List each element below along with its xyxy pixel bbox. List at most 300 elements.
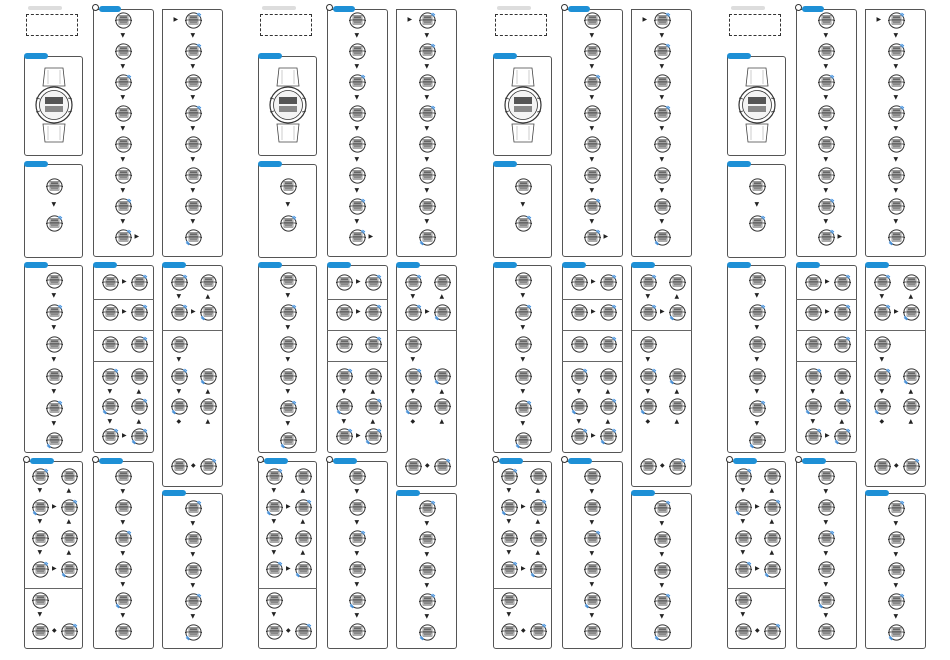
watch-display-icon [584, 592, 601, 609]
arrow-right-icon: ▶ [425, 308, 430, 315]
watch-display-icon [530, 499, 547, 516]
arrow-right-icon: ▶ [521, 565, 526, 572]
arrow-down-icon: ▼ [893, 155, 899, 163]
watch-display-icon [349, 198, 366, 215]
instruction-panel [493, 461, 552, 649]
watch-display-icon [349, 12, 366, 29]
arrow-down-icon: ▼ [424, 612, 430, 620]
watch-display-icon [571, 368, 588, 385]
arrow-down-icon: ▼ [589, 487, 595, 495]
arrow-up-icon: ▲ [769, 549, 775, 556]
watch-display-icon [336, 336, 353, 353]
watch-display-icon [102, 428, 119, 445]
watch-display-icon [654, 105, 671, 122]
arrow-right-icon: ▶ [591, 278, 596, 285]
watch-display-icon [749, 400, 766, 417]
watch-display-icon [888, 593, 905, 610]
watch-display-icon [102, 398, 119, 415]
watch-display-icon [805, 398, 822, 415]
watch-display-icon [32, 561, 49, 578]
watch-display-icon [171, 458, 188, 475]
watch-display-icon [515, 215, 532, 232]
watch-display-icon [266, 468, 283, 485]
panel-tab [865, 262, 889, 268]
watch-display-icon [131, 304, 148, 321]
watch-display-icon [818, 229, 835, 246]
watch-display-icon [295, 468, 312, 485]
arrow-right-icon: ▶ [407, 16, 413, 23]
arrow-down-icon: ▼ [190, 93, 196, 101]
watch-display-icon [834, 368, 851, 385]
watch-display-icon [46, 400, 63, 417]
watch-display-icon [349, 468, 366, 485]
watch-display-icon [349, 499, 366, 516]
panel-tab [258, 161, 282, 167]
panel-tab [93, 262, 117, 268]
watch-display-icon [280, 400, 297, 417]
panel-ring-icon [561, 4, 568, 11]
watch-display-icon [115, 167, 132, 184]
watch-display-icon [365, 274, 382, 291]
arrow-down-icon: ▼ [51, 292, 57, 299]
watch-display-icon [419, 105, 436, 122]
arrow-up-icon: ▲ [66, 549, 72, 556]
watch-display-icon [115, 136, 132, 153]
watch-display-icon [834, 274, 851, 291]
watch-display-icon [46, 304, 63, 321]
arrow-down-icon: ▼ [424, 550, 430, 558]
watch-display-icon [32, 623, 49, 640]
watch-display-icon [764, 530, 781, 547]
arrow-down-icon: ▼ [190, 186, 196, 194]
panel-divider [327, 361, 388, 362]
arrow-down-icon: ▼ [120, 611, 126, 619]
panel-tab [562, 262, 586, 268]
panel-tab [733, 458, 757, 464]
watch-display-icon [571, 336, 588, 353]
arrow-down-icon: ▼ [120, 62, 126, 70]
arrow-down-icon: ▼ [823, 62, 829, 70]
watch-display-icon [888, 12, 905, 29]
watch-display-icon [349, 74, 366, 91]
arrow-down-icon: ▼ [424, 93, 430, 101]
arrow-up-icon: ▲ [66, 518, 72, 525]
arrow-down-icon: ▼ [893, 31, 899, 39]
watch-display-icon [584, 105, 601, 122]
arrow-right-icon: ▶ [837, 233, 843, 240]
panel-tab [327, 262, 351, 268]
watch-display-icon [171, 368, 188, 385]
watch-display-icon [115, 623, 132, 640]
manual-column-group [234, 0, 469, 660]
watch-display-icon [888, 624, 905, 641]
watch-display-icon [280, 272, 297, 289]
watch-display-icon [365, 368, 382, 385]
watch-display-icon [764, 499, 781, 516]
watch-display-icon [735, 592, 752, 609]
arrow-down-icon: ▼ [410, 388, 416, 395]
arrow-right-icon: ▶ [521, 503, 526, 510]
manual-column-group [469, 0, 704, 660]
watch-display-icon [515, 432, 532, 449]
arrow-down-icon: ▼ [893, 186, 899, 194]
panel-divider [327, 299, 388, 300]
watch-display-icon [818, 623, 835, 640]
watch-display-icon [266, 561, 283, 578]
arrow-right-icon: ▶ [755, 565, 760, 572]
double-arrow-icon: ◆ [879, 418, 885, 425]
watch-display-icon [185, 74, 202, 91]
watch-display-icon [515, 178, 532, 195]
panel-tab [258, 262, 282, 268]
watch-display-icon [584, 229, 601, 246]
arrow-down-icon: ▼ [120, 31, 126, 39]
arrow-right-icon: ▶ [122, 278, 127, 285]
watch-display-icon [584, 468, 601, 485]
arrow-up-icon: ▲ [605, 418, 611, 425]
watch-display-icon [295, 499, 312, 516]
panel-ring-icon [23, 456, 30, 463]
arrow-down-icon: ▼ [645, 388, 651, 395]
watch-display-icon [185, 229, 202, 246]
arrow-up-icon: ▲ [136, 388, 142, 395]
watch-display-icon [903, 458, 920, 475]
watch-display-icon [200, 458, 217, 475]
arrow-down-icon: ▼ [285, 200, 291, 208]
panel-ring-icon [492, 456, 499, 463]
watch-display-icon [336, 428, 353, 445]
panel-ring-icon [726, 456, 733, 463]
arrow-down-icon: ▼ [879, 388, 885, 395]
watch-display-icon [115, 43, 132, 60]
panel-tab [568, 458, 592, 464]
watch-display-icon [818, 74, 835, 91]
arrow-up-icon: ▲ [535, 518, 541, 525]
watch-display-icon [419, 43, 436, 60]
dashed-label-box [729, 14, 781, 36]
arrow-down-icon: ▼ [107, 418, 113, 425]
panel-ring-icon [326, 4, 333, 11]
panel-divider [396, 330, 457, 331]
arrow-up-icon: ▲ [908, 418, 914, 425]
panel-tab [796, 262, 820, 268]
watch-display-icon [102, 336, 119, 353]
watch-display-icon [584, 12, 601, 29]
arrow-down-icon: ▼ [754, 420, 760, 427]
watch-display-icon [903, 304, 920, 321]
watch-display-icon [61, 530, 78, 547]
arrow-right-icon: ▶ [191, 308, 196, 315]
arrow-down-icon: ▼ [659, 519, 665, 527]
double-arrow-icon: ◆ [521, 627, 526, 634]
watch-display-icon [903, 368, 920, 385]
arrow-up-icon: ▲ [439, 293, 445, 300]
watch-display-icon [46, 432, 63, 449]
panel-tab [631, 490, 655, 496]
panel-divider [24, 588, 83, 589]
arrow-down-icon: ▼ [120, 487, 126, 495]
arrow-up-icon: ▲ [535, 487, 541, 494]
watch-display-icon [584, 136, 601, 153]
arrow-down-icon: ▼ [341, 388, 347, 395]
arrow-down-icon: ▼ [659, 93, 665, 101]
watch-display-icon [266, 499, 283, 516]
watch-display-icon [266, 592, 283, 609]
watch-display-icon [764, 468, 781, 485]
watch-display-icon [735, 561, 752, 578]
panel-tab [493, 53, 517, 59]
watch-display-icon [654, 624, 671, 641]
watch-display-icon [669, 398, 686, 415]
watch-display-icon [571, 398, 588, 415]
arrow-down-icon: ▼ [354, 487, 360, 495]
watch-display-icon [515, 336, 532, 353]
instruction-panel [796, 265, 857, 453]
watch-display-icon [749, 304, 766, 321]
arrow-down-icon: ▼ [520, 356, 526, 363]
watch-display-icon [669, 274, 686, 291]
arrow-down-icon: ▼ [51, 356, 57, 363]
panel-tab [396, 490, 420, 496]
watch-display-icon [419, 531, 436, 548]
arrow-down-icon: ▼ [37, 611, 43, 618]
watch-display-icon [571, 304, 588, 321]
arrow-right-icon: ▶ [122, 308, 127, 315]
watch-display-icon [61, 499, 78, 516]
watch-display-icon [584, 530, 601, 547]
arrow-down-icon: ▼ [520, 324, 526, 331]
watch-display-icon [805, 304, 822, 321]
watch-display-icon [600, 398, 617, 415]
arrow-down-icon: ▼ [754, 388, 760, 395]
arrow-down-icon: ▼ [51, 388, 57, 395]
watch-display-icon [131, 274, 148, 291]
panel-divider [493, 588, 552, 589]
arrow-down-icon: ▼ [893, 93, 899, 101]
watch-display-icon [669, 368, 686, 385]
arrow-down-icon: ▼ [659, 217, 665, 225]
arrow-up-icon: ▲ [674, 293, 680, 300]
arrow-down-icon: ▼ [354, 31, 360, 39]
watch-display-icon [434, 274, 451, 291]
arrow-down-icon: ▼ [893, 124, 899, 132]
watch-display-icon [903, 274, 920, 291]
watch-display-icon [336, 274, 353, 291]
arrow-down-icon: ▼ [823, 611, 829, 619]
arrow-right-icon: ▶ [286, 565, 291, 572]
arrow-right-icon: ▶ [356, 308, 361, 315]
watch-display-icon [530, 561, 547, 578]
arrow-down-icon: ▼ [354, 217, 360, 225]
arrow-down-icon: ▼ [740, 518, 746, 525]
arrow-down-icon: ▼ [285, 292, 291, 299]
watch-display-icon [266, 623, 283, 640]
arrow-up-icon: ▲ [205, 388, 211, 395]
instruction-panel [327, 265, 388, 453]
watch-display-icon [501, 623, 518, 640]
arrow-right-icon: ▶ [52, 503, 57, 510]
watch-display-icon [834, 398, 851, 415]
arrow-right-icon: ▶ [356, 432, 361, 439]
watch-display-icon [185, 43, 202, 60]
arrow-down-icon: ▼ [589, 62, 595, 70]
watch-display-icon [530, 623, 547, 640]
arrow-right-icon: ▶ [591, 308, 596, 315]
arrow-down-icon: ▼ [190, 612, 196, 620]
arrow-down-icon: ▼ [176, 356, 182, 363]
watch-display-icon [32, 499, 49, 516]
watch-display-icon [200, 398, 217, 415]
dashed-label-box [495, 14, 547, 36]
watch-display-icon [749, 368, 766, 385]
arrow-down-icon: ▼ [120, 93, 126, 101]
watch-display-icon [185, 136, 202, 153]
arrow-up-icon: ▲ [439, 388, 445, 395]
watch-display-icon [749, 215, 766, 232]
watch-display-icon [365, 428, 382, 445]
watch-display-icon [102, 304, 119, 321]
arrow-down-icon: ▼ [589, 186, 595, 194]
double-arrow-icon: ◆ [410, 418, 416, 425]
watch-display-icon [185, 593, 202, 610]
arrow-down-icon: ▼ [659, 186, 665, 194]
arrow-down-icon: ▼ [823, 155, 829, 163]
arrow-down-icon: ▼ [754, 324, 760, 331]
arrow-down-icon: ▼ [120, 549, 126, 557]
arrow-up-icon: ▲ [839, 388, 845, 395]
watch-display-icon [818, 561, 835, 578]
arrow-down-icon: ▼ [354, 518, 360, 526]
arrow-down-icon: ▼ [823, 93, 829, 101]
arrow-down-icon: ▼ [823, 487, 829, 495]
panel-tab [727, 262, 751, 268]
arrow-down-icon: ▼ [354, 549, 360, 557]
double-arrow-icon: ◆ [660, 462, 665, 469]
watch-display-icon [349, 43, 366, 60]
watch-display-icon [654, 500, 671, 517]
arrow-down-icon: ▼ [424, 217, 430, 225]
arrow-down-icon: ▼ [576, 388, 582, 395]
watch-display-icon [515, 400, 532, 417]
arrow-down-icon: ▼ [589, 31, 595, 39]
watch-face-icon [268, 66, 308, 148]
watch-display-icon [365, 336, 382, 353]
watch-display-icon [764, 623, 781, 640]
label-placeholder [731, 6, 765, 10]
watch-display-icon [654, 12, 671, 29]
watch-display-icon [640, 304, 657, 321]
watch-display-icon [654, 136, 671, 153]
watch-face-icon [34, 66, 74, 148]
watch-display-icon [280, 336, 297, 353]
arrow-down-icon: ▼ [576, 418, 582, 425]
arrow-down-icon: ▼ [120, 217, 126, 225]
arrow-down-icon: ▼ [271, 487, 277, 494]
instruction-panel [93, 265, 154, 453]
arrow-up-icon: ▲ [300, 487, 306, 494]
arrow-up-icon: ▲ [908, 388, 914, 395]
watch-display-icon [818, 136, 835, 153]
arrow-right-icon: ▶ [173, 16, 179, 23]
arrow-right-icon: ▶ [825, 432, 830, 439]
panel-divider [796, 299, 857, 300]
watch-display-icon [365, 398, 382, 415]
watch-display-icon [61, 623, 78, 640]
watch-display-icon [888, 167, 905, 184]
watch-display-icon [115, 198, 132, 215]
arrow-right-icon: ▶ [52, 565, 57, 572]
watch-display-icon [405, 398, 422, 415]
arrow-down-icon: ▼ [190, 519, 196, 527]
arrow-up-icon: ▲ [674, 418, 680, 425]
instruction-panel [258, 461, 317, 649]
arrow-down-icon: ▼ [589, 217, 595, 225]
watch-display-icon [903, 398, 920, 415]
arrow-down-icon: ▼ [659, 612, 665, 620]
panel-tab [264, 458, 288, 464]
arrow-up-icon: ▲ [370, 388, 376, 395]
watch-display-icon [349, 530, 366, 547]
watch-display-icon [171, 304, 188, 321]
watch-display-icon [654, 43, 671, 60]
watch-display-icon [501, 530, 518, 547]
watch-display-icon [185, 562, 202, 579]
panel-tab [24, 161, 48, 167]
panel-tab [493, 262, 517, 268]
arrow-down-icon: ▼ [754, 292, 760, 299]
watch-display-icon [735, 530, 752, 547]
watch-display-icon [888, 105, 905, 122]
arrow-down-icon: ▼ [659, 155, 665, 163]
arrow-up-icon: ▲ [674, 388, 680, 395]
arrow-down-icon: ▼ [190, 155, 196, 163]
arrow-down-icon: ▼ [354, 611, 360, 619]
panel-tab [493, 161, 517, 167]
arrow-right-icon: ▶ [368, 233, 374, 240]
arrow-down-icon: ▼ [37, 518, 43, 525]
watch-display-icon [280, 432, 297, 449]
watch-display-icon [280, 304, 297, 321]
watch-display-icon [584, 561, 601, 578]
watch-display-icon [295, 530, 312, 547]
arrow-down-icon: ▼ [354, 93, 360, 101]
arrow-down-icon: ▼ [424, 31, 430, 39]
watch-display-icon [336, 398, 353, 415]
label-placeholder [28, 6, 62, 10]
arrow-up-icon: ▲ [66, 487, 72, 494]
arrow-down-icon: ▼ [589, 124, 595, 132]
watch-display-icon [419, 12, 436, 29]
watch-display-icon [874, 368, 891, 385]
watch-display-icon [654, 74, 671, 91]
arrow-down-icon: ▼ [354, 124, 360, 132]
watch-display-icon [764, 561, 781, 578]
arrow-down-icon: ▼ [589, 93, 595, 101]
watch-display-icon [405, 304, 422, 321]
watch-face-icon [503, 66, 543, 148]
arrow-down-icon: ▼ [893, 217, 899, 225]
arrow-down-icon: ▼ [506, 487, 512, 494]
watch-display-icon [419, 593, 436, 610]
arrow-up-icon: ▲ [205, 293, 211, 300]
watch-display-icon [185, 531, 202, 548]
watch-display-icon [171, 398, 188, 415]
watch-display-icon [280, 215, 297, 232]
arrow-down-icon: ▼ [190, 31, 196, 39]
double-arrow-icon: ◆ [755, 627, 760, 634]
panel-divider [865, 330, 926, 331]
arrow-down-icon: ▼ [190, 550, 196, 558]
